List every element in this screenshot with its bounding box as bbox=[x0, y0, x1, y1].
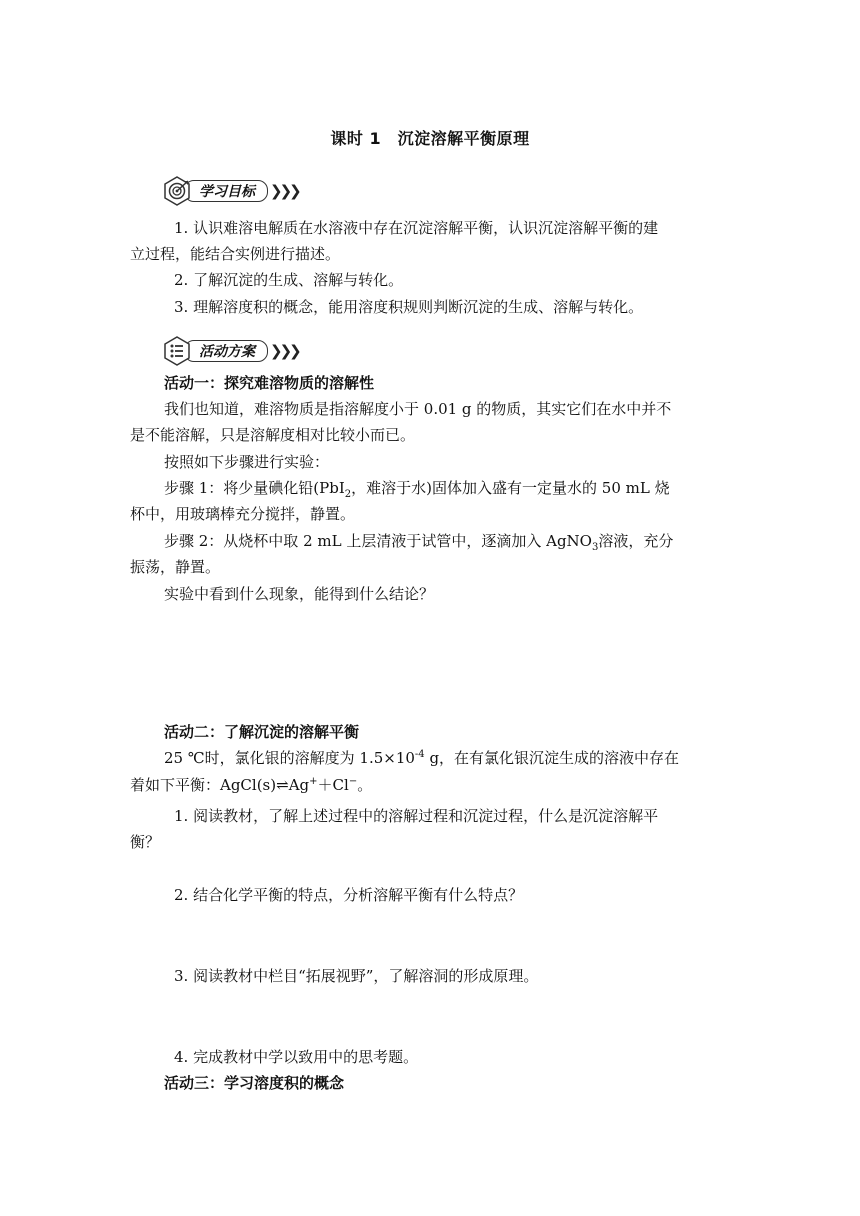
activities-banner bbox=[162, 336, 299, 366]
objectives-banner bbox=[162, 176, 299, 206]
activity-3-heading: 活动三：学习溶度积的概念 bbox=[164, 1074, 345, 1092]
objective-1-line-1: 1. 认识难溶电解质在水溶液中存在沉淀溶解平衡，认识沉淀溶解平衡的建 bbox=[174, 219, 659, 237]
activity-1-paragraph-line-2: 是不能溶解，只是溶解度相对比较小而已。 bbox=[130, 426, 416, 444]
activity-1-question: 实验中看到什么现象，能得到什么结论？ bbox=[164, 585, 435, 603]
step-2-line-2: 振荡，静置。 bbox=[130, 558, 221, 576]
list-icon bbox=[162, 336, 192, 366]
activity-2-question-1-line-1: 1. 阅读教材，了解上述过程中的溶解过程和沉淀过程，什么是沉淀溶解平 bbox=[174, 807, 659, 825]
activity-2-question-4: 4. 完成教材中学以致用中的思考题。 bbox=[174, 1048, 419, 1066]
activity-2-equation-line: 着如下平衡：AgCl(s)⇌Ag+＋Cl−。 bbox=[130, 776, 373, 794]
activity-2-question-3: 3. 阅读教材中栏目“拓展视野”，了解溶洞的形成原理。 bbox=[174, 967, 539, 985]
target-icon bbox=[162, 176, 192, 206]
page-title: 课时 1 沉淀溶解平衡原理 bbox=[330, 129, 530, 148]
objective-3: 3. 理解溶度积的概念，能用溶度积规则判断沉淀的生成、溶解与转化。 bbox=[174, 298, 644, 316]
activities-banner-label: 活动方案 bbox=[184, 340, 268, 362]
activity-2-intro-line-1: 25 ℃时，氯化银的溶解度为 $1.5\times 10^{-4}$ g，在有氯化银沉淀生成的溶液中存在 bbox=[164, 749, 680, 767]
step-1-line-1: 步骤 1：将少量碘化铅(PbI$_2$，难溶于水)固体加入盛有一定量水的 50 mL 烧 bbox=[164, 479, 670, 500]
chevrons-icon: ❯❯❯ bbox=[270, 342, 299, 360]
step-2-line-1: 步骤 2：从烧杯中取 2 mL 上层清液于试管中，逐滴加入 AgNO$_3$溶液，充分 bbox=[164, 532, 674, 553]
chevrons-icon: ❯❯❯ bbox=[270, 182, 299, 200]
objective-1-line-2: 立过程，能结合实例进行描述。 bbox=[130, 245, 341, 263]
activity-2-question-1-line-2: 衡？ bbox=[130, 833, 161, 851]
activity-2-heading: 活动二：了解沉淀的溶解平衡 bbox=[164, 723, 360, 741]
activity-1-heading: 活动一：探究难溶物质的溶解性 bbox=[164, 374, 375, 392]
activity-1-paragraph-line-1: 我们也知道，难溶物质是指溶解度小于 0.01 g 的物质，其实它们在水中并不 bbox=[164, 400, 672, 418]
objectives-banner-label: 学习目标 bbox=[184, 180, 268, 202]
activity-1-instruction: 按照如下步骤进行实验： bbox=[164, 453, 330, 471]
objective-2: 2. 了解沉淀的生成、溶解与转化。 bbox=[174, 271, 404, 289]
activity-2-question-2: 2. 结合化学平衡的特点，分析溶解平衡有什么特点？ bbox=[174, 886, 524, 904]
step-1-line-2: 杯中，用玻璃棒充分搅拌，静置。 bbox=[130, 505, 356, 523]
